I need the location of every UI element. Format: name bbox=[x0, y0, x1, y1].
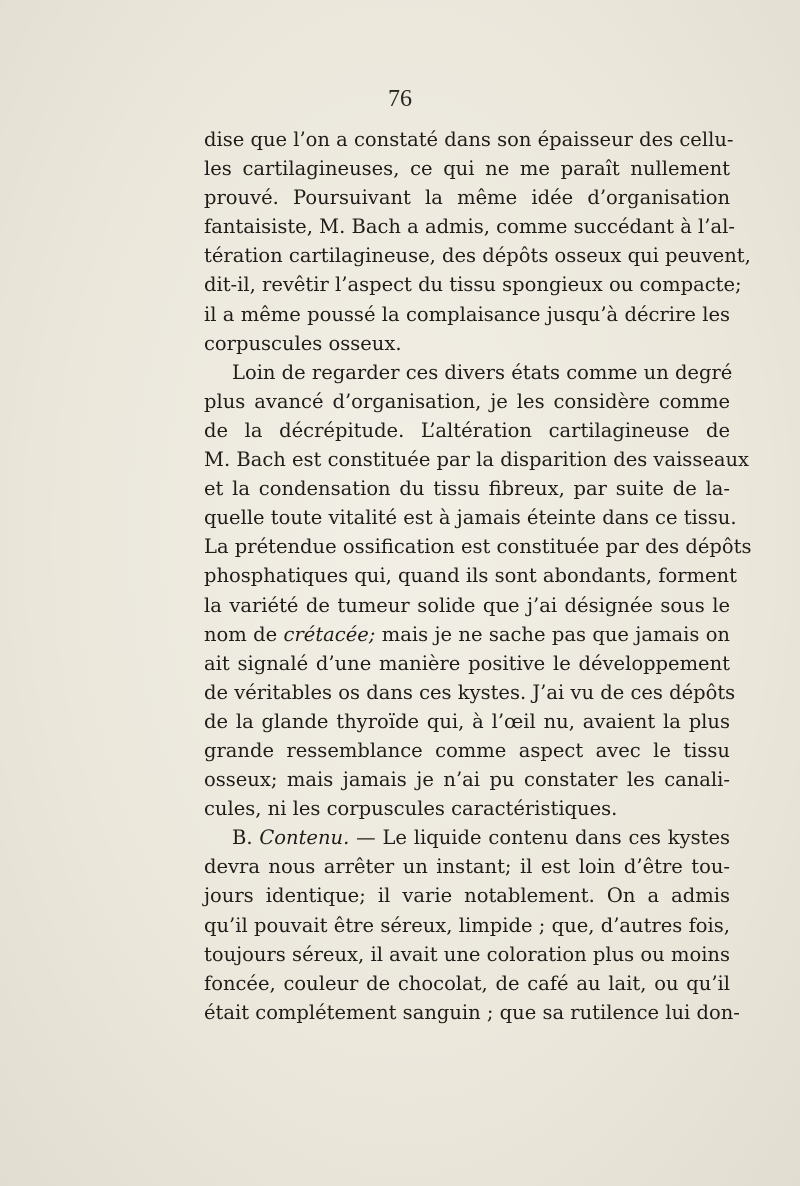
text-line: quelle toute vitalité est à jamais éteinte dans ce tissu. bbox=[204, 506, 737, 530]
text-line: fantaisiste, M. Bach a admis, comme succédant à l’al- bbox=[204, 215, 735, 239]
text-line: corpuscules osseux. bbox=[204, 331, 402, 355]
text-line: de la décrépitude. L’altération cartilagineuse de bbox=[204, 418, 730, 442]
italic-text: Contenu. bbox=[259, 826, 350, 850]
italic-text: crétacée; bbox=[283, 622, 376, 646]
text-line bbox=[204, 823, 730, 852]
text-line: Loin de regarder ces divers états comme un degré bbox=[232, 360, 733, 384]
text-line: phosphatiques qui, quand ils sont abondants, forment bbox=[204, 564, 737, 588]
text-line: toujours séreux, il avait une coloration plus ou moins bbox=[204, 942, 730, 966]
text-line: qu’il pouvait être séreux, limpide ; que, d’autres fois, bbox=[204, 913, 730, 937]
text-line: tération cartilagineuse, des dépôts osseux qui peuvent, bbox=[204, 244, 751, 268]
page-number: 76 bbox=[388, 86, 412, 112]
text-line: il a même poussé la complaisance jusqu’à décrire les bbox=[204, 302, 730, 326]
text-line: jours identique; il varie notablement. On a admis bbox=[204, 884, 730, 908]
text-line: les cartilagineuses, ce qui ne me paraît nullement bbox=[204, 157, 730, 181]
text-segment: mais je ne sache pas que jamais on bbox=[375, 622, 730, 646]
text-line: dise que l’on a constaté dans son épaisseur des cellu- bbox=[204, 128, 734, 151]
text-line: prouvé. Poursuivant la même idée d’organisation bbox=[204, 186, 730, 210]
text-line: cules, ni les corpuscules caractéristiques. bbox=[204, 797, 618, 821]
text-line: dit-il, revêtir l’aspect du tissu spongieux ou compacte; bbox=[204, 273, 742, 297]
text-line: de véritables os dans ces kystes. J’ai vu de ces dépôts bbox=[204, 680, 736, 704]
text-segment: nom de bbox=[204, 622, 284, 646]
text-line: était complétement sanguin ; que sa rutilence lui don- bbox=[204, 1000, 740, 1024]
text-line: M. Bach est constituée par la disparition des vaisseaux bbox=[204, 448, 750, 472]
text-line: foncée, couleur de chocolat, de café au lait, ou qu’il bbox=[204, 971, 730, 995]
text-line: devra nous arrêter un instant; il est loin d’être tou- bbox=[204, 855, 730, 879]
text-line: de la glande thyroïde qui, à l’œil nu, avaient la plus bbox=[204, 709, 730, 733]
text-line: La prétendue ossification est constituée par des dépôts bbox=[204, 535, 752, 559]
body-text bbox=[204, 125, 752, 1027]
text-segment: — Le liquide contenu dans ces kystes bbox=[349, 826, 730, 850]
text-line: la variété de tumeur solide que j’ai désignée sous le bbox=[204, 593, 730, 617]
text-segment: B. bbox=[232, 826, 260, 850]
text-line: ait signalé d’une manière positive le développement bbox=[204, 651, 730, 675]
text-line: et la condensation du tissu fibreux, par suite de la- bbox=[204, 477, 730, 501]
text-line: grande ressemblance comme aspect avec le tissu bbox=[204, 738, 730, 762]
text-line: osseux; mais jamais je n’ai pu constater les canali- bbox=[204, 768, 730, 792]
text-line bbox=[204, 620, 730, 649]
text-line: plus avancé d’organisation, je les considère comme bbox=[204, 389, 730, 413]
